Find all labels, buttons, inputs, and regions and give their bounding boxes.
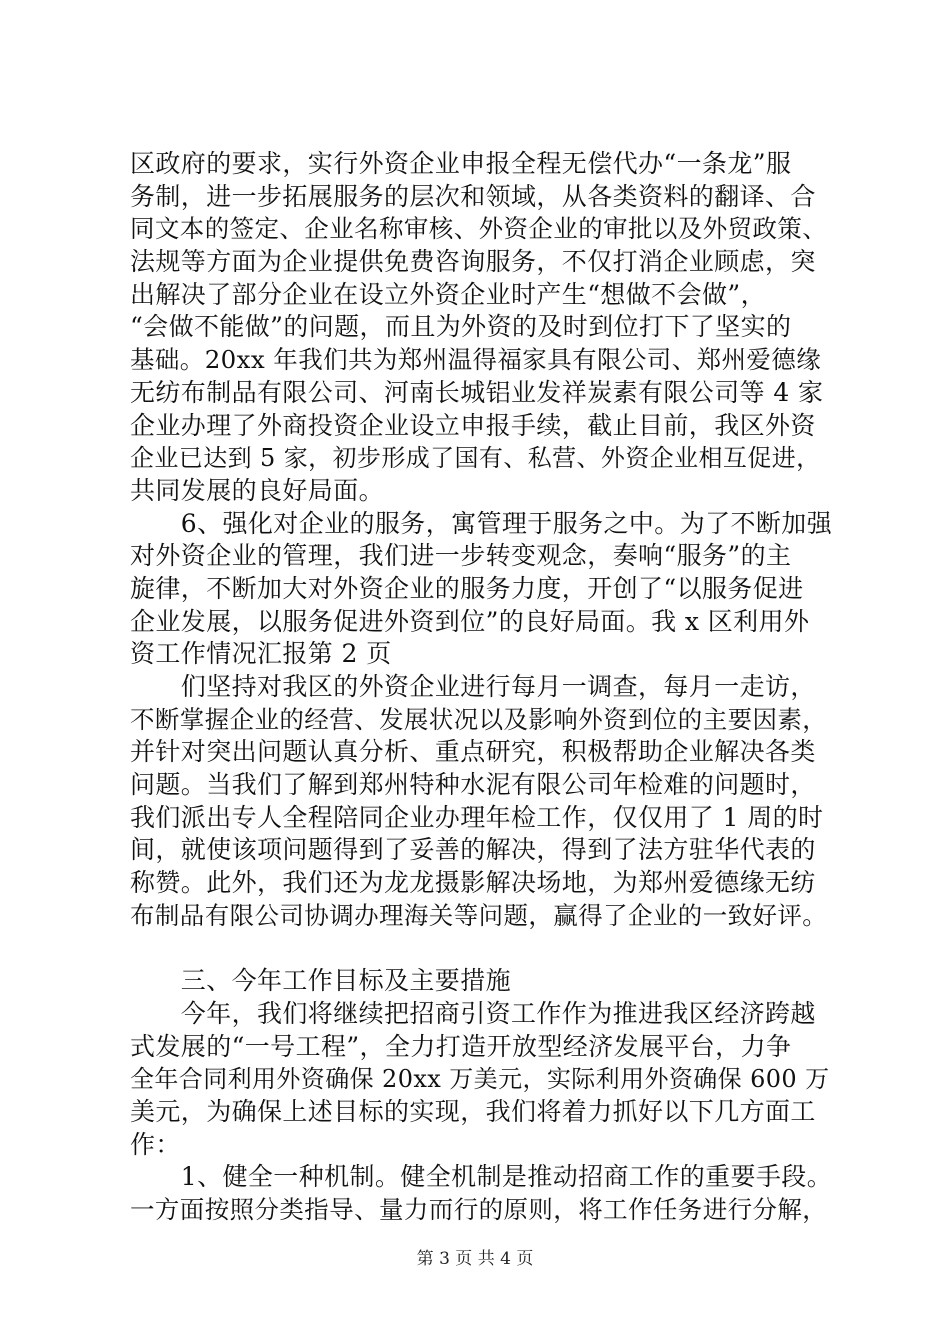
text-line: 全年合同利用外资确保 20xx 万美元，实际利用外资确保 600 万 [130, 1065, 830, 1094]
text-line: 作： [130, 1129, 181, 1159]
text-line: 称赞。此外，我们还为龙龙摄影解决场地，为郑州爱德缘无纺 [130, 868, 816, 898]
text-line: 无纺布制品有限公司、河南长城铝业发祥炭素有限公司等 4 家 [130, 377, 824, 407]
text-line: 法规等方面为企业提供免费咨询服务，不仅打消企业顾虑，突 [130, 247, 816, 277]
blank-line [130, 933, 830, 966]
text-line: 三、今年工作目标及主要措施 [130, 966, 512, 996]
text-line: 不断掌握企业的经营、发展状况以及影响外资到位的主要因素， [130, 704, 828, 734]
text-line: 企业办理了外商投资企业设立申报手续，截止目前，我区外资 [130, 410, 816, 440]
text-line: 式发展的“一号工程”，全力打造开放型经济发展平台，力争 [130, 1031, 792, 1061]
page-footer: 第 3 页 共 4 页 [416, 1249, 534, 1269]
text-line: 务制，进一步拓展服务的层次和领域，从各类资料的翻译、合 [130, 181, 816, 211]
text-line: 布制品有限公司协调办理海关等问题，赢得了企业的一致好评。 [130, 900, 828, 930]
text-line: 企业发展，以服务促进外资到位”的良好局面。我 x 区利用外 [130, 606, 810, 636]
text-line: 6、强化对企业的服务，寓管理于服务之中。为了不断加强 [130, 508, 833, 538]
text-line: 旋律，不断加大对外资企业的服务力度，开创了“以服务促进 [130, 573, 804, 603]
text-line: 问题。当我们了解到郑州特种水泥有限公司年检难的问题时， [130, 770, 816, 800]
text-line: 企业已达到 5 家，初步形成了国有、私营、外资企业相互促进， [130, 444, 821, 473]
text-line: 间，就使该项问题得到了妥善的解决，得到了法方驻华代表的 [130, 835, 816, 865]
text-line: 们坚持对我区的外资企业进行每月一调查，每月一走访， [130, 672, 816, 701]
text-line: 一方面按照分类指导、量力而行的原则，将工作任务进行分解， [130, 1195, 828, 1224]
text-line: 1、健全一种机制。健全机制是推动招商工作的重要手段。 [130, 1162, 833, 1192]
text-line: 并针对突出问题认真分析、重点研究，积极帮助企业解决各类 [130, 737, 816, 767]
text-line: 对外资企业的管理，我们进一步转变观念，奏响“服务”的主 [130, 541, 792, 571]
text-line: 资工作情况汇报第 2 页 [130, 639, 392, 669]
text-line: 今年，我们将继续把招商引资工作作为推进我区经济跨越 [130, 998, 816, 1028]
text-line: 区政府的要求，实行外资企业申报全程无偿代办“一条龙”服 [130, 149, 792, 178]
document-body [130, 148, 833, 1227]
text-line: 共同发展的良好局面。 [130, 475, 385, 505]
text-line: 出解决了部分企业在设立外资企业时产生“想做不会做”， [130, 279, 766, 309]
text-line: 同文本的签定、企业名称审核、外资企业的审批以及外贸政策、 [130, 214, 828, 244]
text-line: “会做不能做”的问题，而且为外资的及时到位打下了坚实的 [130, 312, 792, 342]
text-line: 美元，为确保上述目标的实现，我们将着力抓好以下几方面工 [130, 1096, 816, 1126]
text-line: 基础。20xx 年我们共为郑州温得福家具有限公司、郑州爱德缘 [130, 345, 822, 375]
text-line: 我们派出专人全程陪同企业办理年检工作，仅仅用了 1 周的时 [130, 802, 824, 832]
